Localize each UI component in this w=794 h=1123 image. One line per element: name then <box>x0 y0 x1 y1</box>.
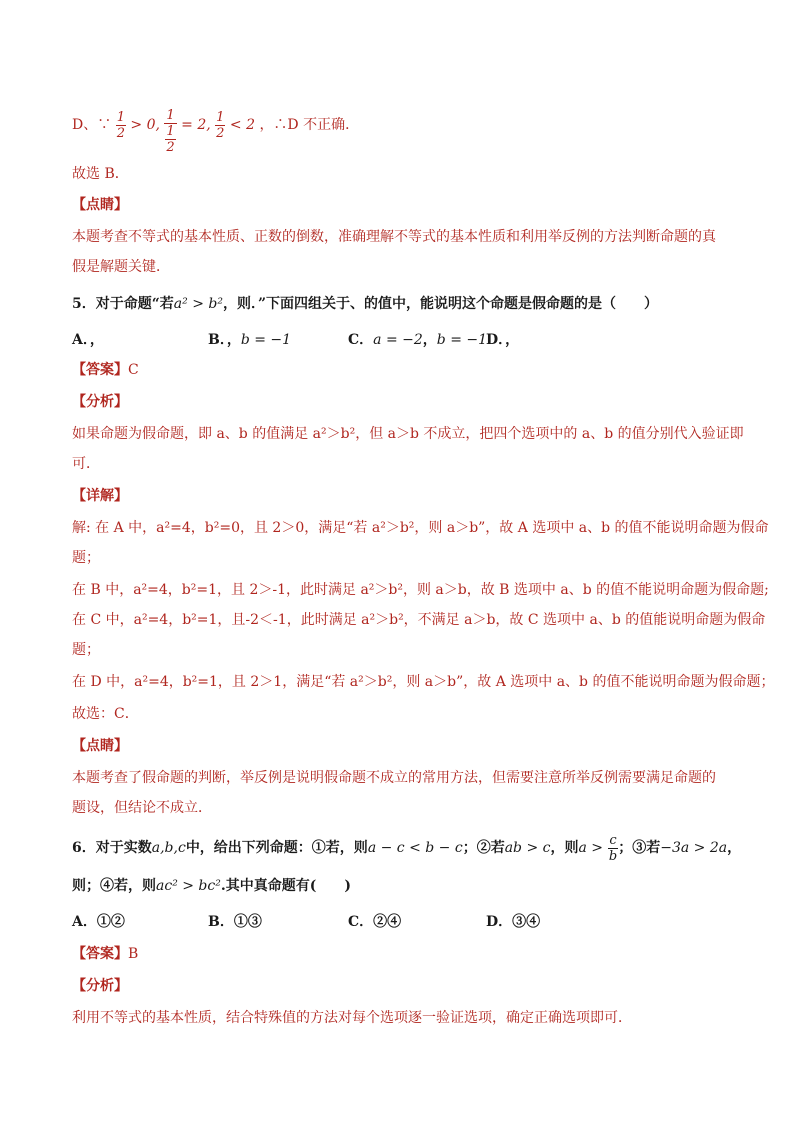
q5-detail-line-3: 在 B 中，a²=4，b²=1，且 2＞-1，此时满足 a²＞b²，则 a＞b，故 B 选项中 a、b 的值不能说明命题为假命题; <box>72 582 769 598</box>
q5-option-d: D．， <box>486 332 520 348</box>
q4-dianjing-tag: 【点睛】 <box>72 197 128 213</box>
option-d-explanation: D、∵ $\frac{1}{2}$ > 0, $\frac{1}{\frac{1}{2}}$ = 2, $\frac{1}{2}$ < 2 ，∴D 不正确． <box>72 108 360 155</box>
q6-option-c: C．②④ <box>348 914 402 930</box>
fraction-half-2: $\frac{1}{2}$ <box>216 109 225 141</box>
option-d-conclusion: ，∴D 不正确． <box>259 117 360 133</box>
q6-stem-line-1: 6．对于实数a,b,c中，给出下列命题：①若，则a − c < b − c；②若ab > c，则a > $\frac{c}{b}$ ；③若−3a > 2a， <box>72 832 742 864</box>
q5-detail-line-5: 题； <box>72 642 100 658</box>
q6-stem-line-2: 则；④若，则ac² > bc².其中真命题有( ) <box>72 878 351 894</box>
q5-fenxi-line-1: 如果命题为假命题，即 a、b 的值满足 a²＞b²，但 a＞b 不成立，把四个选项中的 a、b 的值分别代入验证即 <box>72 426 744 442</box>
fraction-half: $\frac{1}{2}$ <box>116 109 125 141</box>
q5-fenxi-line-2: 可． <box>72 456 100 472</box>
q6-fenxi-line-1: 利用不等式的基本性质，结合特殊值的方法对每个选项逐一验证选项，确定正确选项即可． <box>72 1010 632 1026</box>
fraction-c-over-b: $\frac{c}{b}$ <box>608 832 618 864</box>
q6-option-d: D．③④ <box>486 914 541 930</box>
fraction-reciprocal: $\frac{1}{\frac{1}{2}}$ <box>166 108 175 155</box>
q5-detail-line-2: 题； <box>72 550 100 566</box>
q5-detail-line-7: 故选：C． <box>72 706 139 722</box>
q6-option-b: B．①③ <box>208 914 262 930</box>
q6-fenxi-tag: 【分析】 <box>72 978 128 994</box>
q6-answer: 【答案】B <box>72 946 139 962</box>
fraction-inner: $\frac{1}{2}$ <box>166 124 175 155</box>
q6-options <box>72 912 722 932</box>
option-d-prefix: D、∵ <box>72 117 112 133</box>
q5-option-c: C．a = −2，b = −1 <box>348 332 488 348</box>
q4-dianjing-line-2: 假是解题关键． <box>72 259 170 275</box>
q5-detail-line-1: 解: 在 A 中，a²=4，b²=0，且 2＞0，满足“若 a²＞b²，则 a＞b”，故 A 选项中 a、b 的值不能说明命题为假命 <box>72 520 769 536</box>
q6-option-a: A．①② <box>72 914 125 930</box>
q5-fenxi-tag: 【分析】 <box>72 394 128 410</box>
q5-dianjing-tag: 【点睛】 <box>72 738 128 754</box>
q5-stem: 5．对于命题“若a² > b²，则．”下面四组关于、的值中，能说明这个命题是假命题的是（ ） <box>72 296 659 312</box>
q5-dianjing-line-1: 本题考查了假命题的判断，举反例是说明假命题不成立的常用方法，但需要注意所举反例需要满足命题的 <box>72 770 716 786</box>
q4-dianjing-line-1: 本题考查不等式的基本性质、正数的倒数，准确理解不等式的基本性质和利用举反例的方法判断命题的真 <box>72 229 716 245</box>
q5-options <box>72 330 722 350</box>
q5-option-b: B．，b = −1 <box>208 332 292 348</box>
q5-dianjing-line-2: 题设，但结论不成立． <box>72 800 212 816</box>
q5-option-a: A．， <box>72 332 104 348</box>
q5-detail-line-4: 在 C 中，a²=4，b²=1，且-2＜-1，此时满足 a²＞b²，不满足 a＞b，故 C 选项中 a、b 的值能说明命题为假命 <box>72 612 766 628</box>
q4-selection: 故选 B． <box>72 166 129 182</box>
q5-xiangjie-tag: 【详解】 <box>72 488 128 504</box>
q5-detail-line-6: 在 D 中，a²=4，b²=1，且 2＞1，满足“若 a²＞b²，则 a＞b”，故 A 选项中 a、b 的值不能说明命题为假命题； <box>72 674 775 690</box>
q5-answer: 【答案】C <box>72 362 139 378</box>
